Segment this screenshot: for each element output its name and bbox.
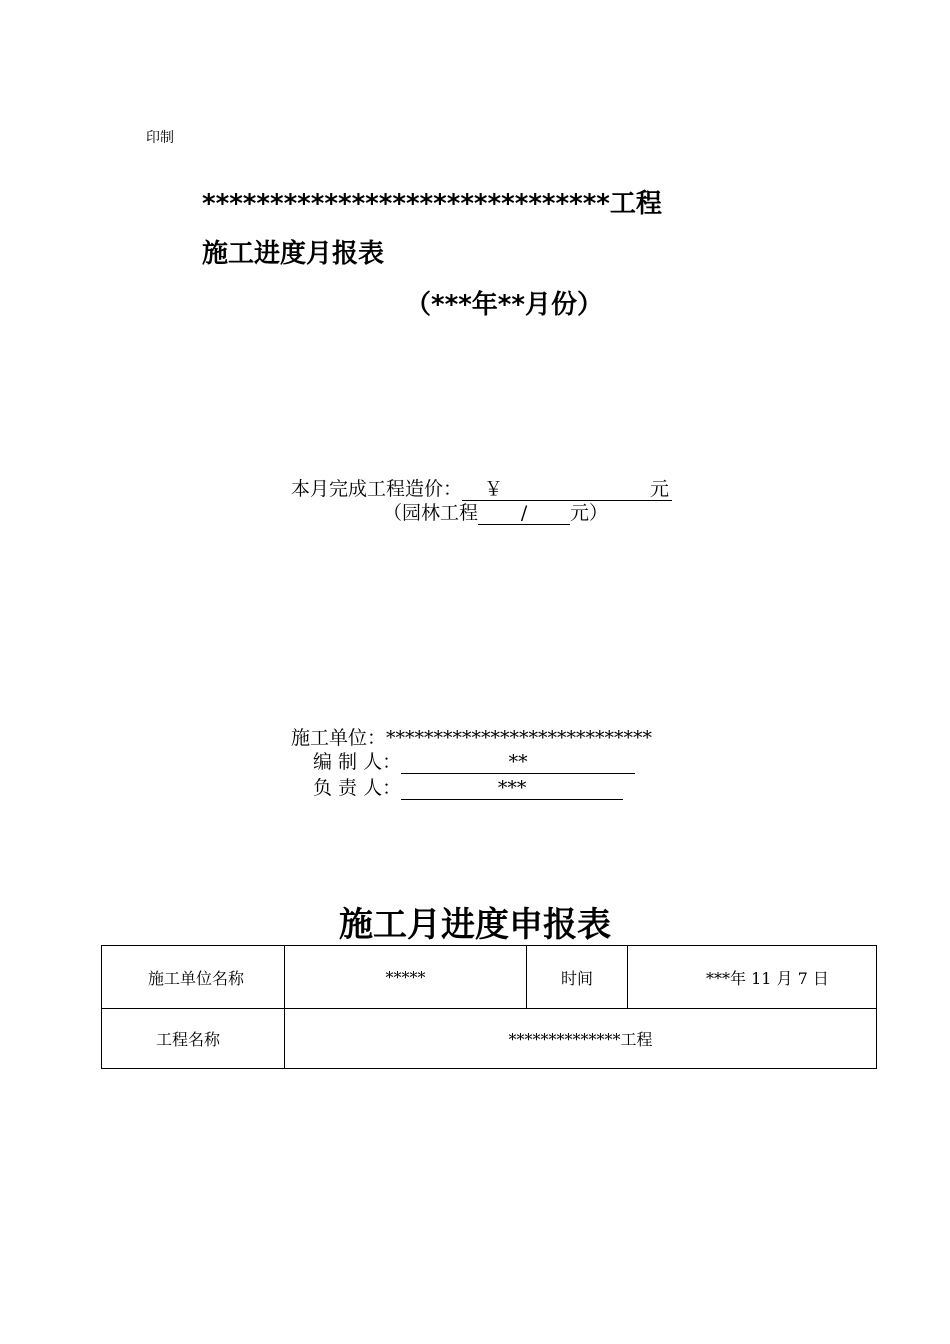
- project-name-label: 工程名称: [102, 1009, 285, 1069]
- report-period: （***年**月份）: [405, 290, 603, 320]
- editor-row: [313, 747, 635, 774]
- project-title: ******************************工程: [202, 189, 662, 219]
- monthly-value-unit: 元: [650, 478, 670, 500]
- editor-label: 编 制 人：: [313, 751, 402, 773]
- manager-label: 负 责 人：: [313, 777, 402, 799]
- print-mark: 印制: [146, 130, 174, 146]
- garden-value-prefix: （园林工程: [383, 502, 479, 524]
- garden-value-suffix: 元）: [570, 502, 609, 524]
- table-row: [102, 946, 877, 1009]
- garden-value-row: [383, 498, 608, 525]
- time-label: 时间: [527, 946, 628, 1009]
- monthly-value-row: [291, 474, 672, 501]
- project-name-value: **************工程: [285, 1009, 877, 1069]
- report-title: 施工进度月报表: [202, 239, 385, 269]
- construction-unit-row: [291, 723, 652, 750]
- monthly-value-label: 本月完成工程造价：: [291, 478, 463, 500]
- construction-unit-label: 施工单位：: [291, 727, 387, 749]
- form-title: 施工月进度申报表: [339, 905, 611, 945]
- unit-name-value: *****: [285, 946, 527, 1009]
- manager-value: ***: [401, 777, 623, 800]
- editor-value: **: [401, 751, 635, 774]
- manager-row: [313, 773, 623, 800]
- garden-value-field: /: [478, 502, 570, 525]
- unit-name-label: 施工单位名称: [102, 946, 285, 1009]
- progress-form-table: [101, 945, 877, 1069]
- table-row: [102, 1009, 877, 1069]
- monthly-value-amount: ￥: [484, 478, 504, 500]
- construction-unit-value: ****************************: [386, 727, 653, 749]
- time-value: ***年 11 月 7 日: [628, 946, 877, 1009]
